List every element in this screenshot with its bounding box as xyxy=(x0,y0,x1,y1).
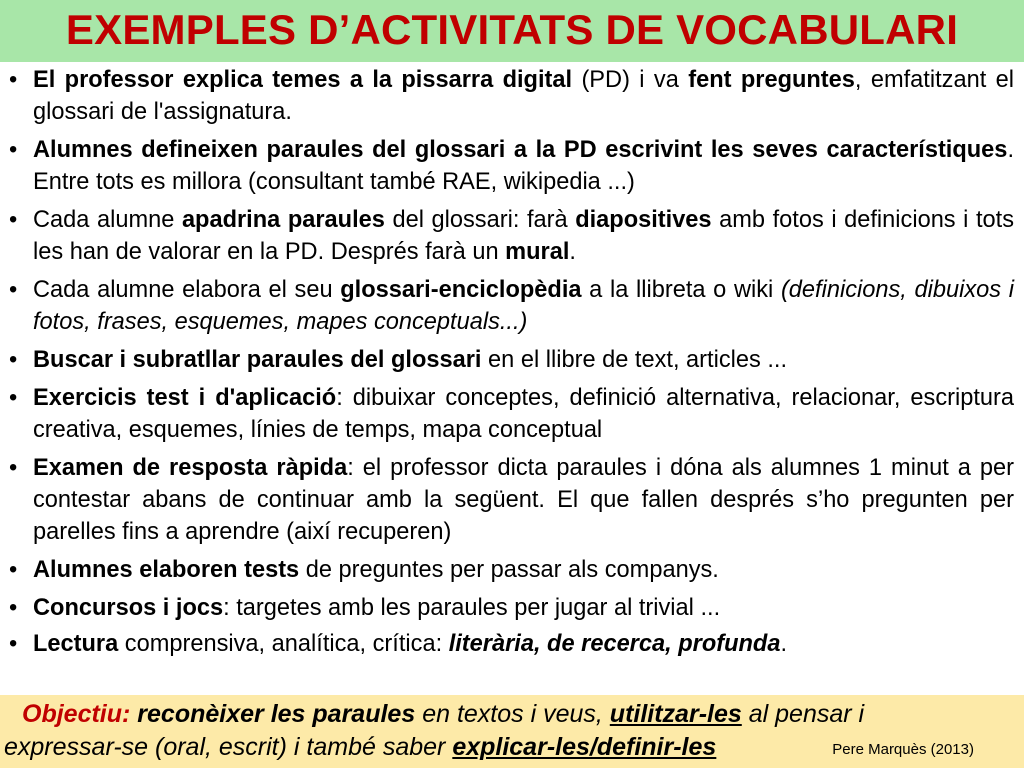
objective-label: Objectiu: xyxy=(22,700,131,728)
list-item-text: comprensiva, analítica, crítica: xyxy=(118,631,449,657)
bullet-dot: • xyxy=(9,137,18,163)
list-item-text: Alumnes defineixen paraules del glossari a la PD escrivint les seves característiques xyxy=(33,137,1008,163)
list-item xyxy=(9,134,1014,198)
list-item-text: fent preguntes xyxy=(688,67,855,93)
list-item-text: del glossari: farà xyxy=(384,207,576,233)
list-item-text: , emfatitzant el glossari de l'assignatura. xyxy=(33,67,1014,125)
list-item-text: Buscar i subratllar paraules del glossari xyxy=(33,347,482,373)
list-item xyxy=(9,344,1014,376)
objective-text-3: expressar-se (oral, escrit) i també saber xyxy=(4,733,453,761)
bullet-dot: • xyxy=(9,67,18,93)
list-item-text: (definicions, dibuixos i fotos, frases, esquemes, mapes conceptuals...) xyxy=(33,277,1014,335)
bullet-dot: • xyxy=(9,347,18,373)
bullet-dot: • xyxy=(9,277,18,303)
list-item xyxy=(9,274,1014,338)
list-item xyxy=(9,628,1014,660)
list-item-text: en el llibre de text, articles ... xyxy=(481,347,788,373)
objective-box xyxy=(0,695,1024,768)
objective-text-2: al pensar i xyxy=(741,700,865,728)
bullet-dot: • xyxy=(9,385,18,411)
list-item xyxy=(9,554,1014,586)
title-bar xyxy=(0,0,1024,62)
list-item xyxy=(9,204,1014,268)
objective-text-1: en textos i veus, xyxy=(415,700,610,728)
list-item-text: diapositives xyxy=(575,207,712,233)
bullet-dot: • xyxy=(9,595,18,621)
list-item-text: (PD) i va xyxy=(572,67,689,93)
list-item-text: amb fotos i definicions i tots les han de valorar en la PD. Després farà un xyxy=(33,207,1015,265)
list-item-text: El professor explica temes a la pissarra digital xyxy=(33,67,573,93)
list-item-text: de preguntes per passar als companys. xyxy=(299,557,719,583)
list-item xyxy=(9,592,1014,624)
objective-recognize: reconèixer les paraules xyxy=(137,700,416,728)
list-item-text: Concursos i jocs xyxy=(33,595,224,621)
list-item-text: Alumnes elaboren tests xyxy=(33,557,300,583)
objective-explain: explicar-les/definir-les xyxy=(452,733,717,761)
list-item-text: literària, de recerca, profunda xyxy=(448,631,781,657)
bullet-dot: • xyxy=(9,455,18,481)
list-item-text: apadrina paraules xyxy=(181,207,385,233)
list-item xyxy=(9,382,1014,446)
list-item-text: Lectura xyxy=(33,631,119,657)
bullet-dot: • xyxy=(9,631,18,657)
objective-use: utilitzar-les xyxy=(609,700,742,728)
objective-line-1 xyxy=(22,698,864,730)
list-item-text: Cada alumne xyxy=(33,207,182,233)
activity-list xyxy=(9,64,1014,666)
list-item-text: Cada alumne elabora el seu xyxy=(33,277,341,303)
list-item-text: Exercicis test i d'aplicació xyxy=(33,385,337,411)
list-item-text: . Entre tots es millora (consultant també RAE, wikipedia ...) xyxy=(33,137,1014,195)
list-item-text: . xyxy=(780,631,788,657)
list-item-text: glossari-enciclopèdia xyxy=(340,277,582,303)
author-credit: Pere Marquès (2013) xyxy=(832,741,974,758)
bullet-dot: • xyxy=(9,557,18,583)
list-item-text: a la llibreta o wiki xyxy=(581,277,781,303)
page-title: EXEMPLES D’ACTIVITATS DE VOCABULARI xyxy=(65,6,959,53)
list-item xyxy=(9,64,1014,128)
list-item-text: : el professor dicta paraules i dóna als alumnes 1 minut a per contestar abans de continuar amb la següent. El que fallen després s’ho pregunten per parelles fins a aprendre (així recuperen) xyxy=(33,455,1014,545)
list-item xyxy=(9,452,1014,548)
list-item-text: mural xyxy=(505,239,570,265)
list-item-text: : dibuixar conceptes, definició alternativa, relacionar, escriptura creativa, esquemes, línies de temps, mapa conceptual xyxy=(33,385,1014,443)
list-item-text: Examen de resposta ràpida xyxy=(33,455,348,481)
objective-line-2 xyxy=(4,731,716,763)
list-item-text: . xyxy=(569,239,576,265)
bullet-dot: • xyxy=(9,207,18,233)
list-item-text: : targetes amb les paraules per jugar al trivial ... xyxy=(223,595,721,621)
